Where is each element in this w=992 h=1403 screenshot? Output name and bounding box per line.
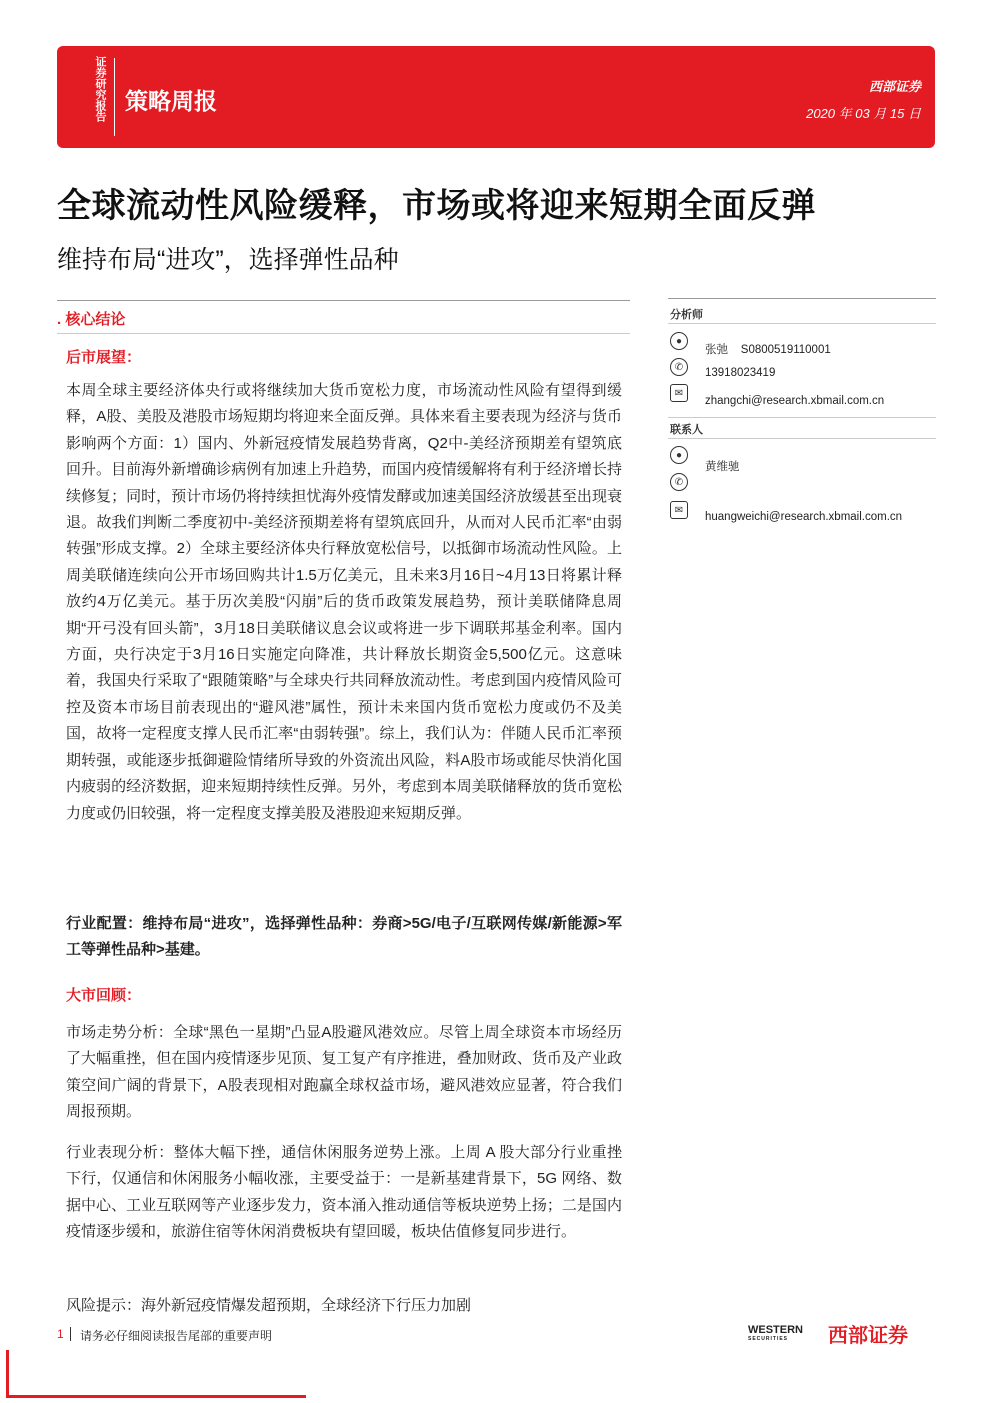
logo-chinese: 西部证券 [828,1325,908,1347]
outlook-paragraph: 本周全球主要经济体央行或将继续加大货币宽松力度，市场流动性风险有望得到缓释，A股、美股及港股市场短期均将迎来全面反弹。具体来看主要表现为经济与货币影响两个方面：1）国内、外新冠疫情发展趋势背离，Q2中-美经济预期差有望筑底回升。目前海外新增确诊病例有加速上升趋势，而国内疫情缓解将有利于经济增长持续修复；同时，预计市场仍将持续担忧海外疫情发酵或加速美国经济放缓甚至出现衰退。故我们判断二季度初中-美经济预期差将有望筑底回升，从而对人民币汇率“由弱转强”形成支撑。2）全球主要经济体央行释放宽松信号，以抵御市场流动性风险。上周美联储连续向公开市场回购共计1.5万亿美元，且未来3月16日~4月13日将累计释放约4万亿美元。基于历次美股“闪崩”后的货币政策发展趋势，预计美联储降息周期“开弓没有回头箭”，3月18日美联储议息会议或将进一步下调联邦基金利率。国内方面，央行决定于3月16日实施定向降准，共计释放长期资金5,500亿元。这意味着，我国央行采取了“跟随策略”与全球央行共同释放流动性。考虑到国内疫情风险可控及资本市场目前表现出的“避风港”属性，预计未来国内货币宽松力度或仍不及美国，故将一定程度支撑人民币汇率“由弱转强”。综上，我们认为：伴随人民币汇率预期转强，或能逐步抵御避险情绪所导致的外资流出风险，料A股市场或能尽快消化国内疲弱的经济数据，迎来短期持续性反弹。另外，考虑到本周美联储释放的货币宽松力度或仍旧较强，将一定程度支撑美股及港股迎来短期反弹。 [66,382,622,822]
analyst-phone: 13918023419 [705,367,776,379]
email-icon: ✉ [670,384,688,402]
phone-icon: ✆ [670,358,688,376]
report-date: 2020 年 03 月 15 日 [806,106,921,121]
review-heading: 大市回顾： [66,987,142,1004]
report-subtitle: 维持布局“进攻”，选择弹性品种 [57,246,399,274]
sidebar-rule [668,323,936,324]
corner-accent-horizontal [6,1395,306,1398]
firm-name: 西部证券 [868,79,921,94]
analyst-label: 分析师 [670,309,703,321]
contact-name: 黄维驰 [705,461,740,473]
sidebar-rule-3 [668,438,936,439]
page-number: 1 [57,1327,64,1341]
person-icon: ● [670,332,688,350]
sidebar-top-rule [668,298,936,299]
phone-icon: ✆ [670,473,688,491]
sector-config-paragraph: 行业配置：维持布局“进攻”，选择弹性品种：券商>5G/电子/互联网传媒/新能源>军工等弹性品种>基建。 [66,915,622,959]
report-category-vertical: 证券研究报告 [94,56,106,122]
section-top-rule [57,300,630,301]
analyst-name-cert: 张弛 S0800519110001 [705,344,831,356]
section-rule [57,333,630,334]
analyst-email[interactable]: zhangchi@research.xbmail.com.cn [705,395,885,407]
banner-divider [114,58,115,136]
risk-paragraph: 风险提示：海外新冠疫情爆发超预期，全球经济下行压力加剧 [66,1297,472,1314]
report-title: 全球流动性风险缓释，市场或将迎来短期全面反弹 [57,187,816,225]
corner-accent-vertical [6,1350,9,1398]
bullet-icon: . [57,311,66,328]
email-icon: ✉ [670,501,688,519]
footer-divider [70,1327,71,1341]
disclaimer-note: 请务必仔细阅读报告尾部的重要声明 [80,1329,273,1343]
report-type: 策略周报 [125,88,217,114]
trend-analysis-paragraph: 市场走势分析：全球“黑色一星期”凸显A股避风港效应。尽管上周全球资本市场经历了大幅重挫，但在国内疫情逐步见顶、复工复产有序推进，叠加财政、货币及产业政策空间广阔的背景下，A股表现相对跑赢全球权益市场，避风港效应显著，符合我们周报预期。 [66,1024,622,1121]
logo-english: WESTERN SECURITIES [748,1324,803,1342]
outlook-heading: 后市展望： [66,349,142,366]
contact-email[interactable]: huangweichi@research.xbmail.com.cn [705,511,903,523]
person-icon: ● [670,446,688,464]
sidebar-rule-2 [668,417,936,418]
header-banner [57,46,935,148]
sector-performance-paragraph: 行业表现分析：整体大幅下挫，通信休闲服务逆势上涨。上周 A 股大部分行业重挫下行，仅通信和休闲服务小幅收涨，主要受益于：一是新基建背景下，5G 网络、数据中心、工业互联网等产业逐步发力，资本涌入推动通信等板块逆势上扬；二是国内疫情逐步缓和，旅游住宿等休闲消费板块有望回暖，板块估值修复同步进行。 [66,1144,622,1241]
core-conclusion-heading: . 核心结论 [57,311,126,328]
contact-label: 联系人 [670,424,703,436]
